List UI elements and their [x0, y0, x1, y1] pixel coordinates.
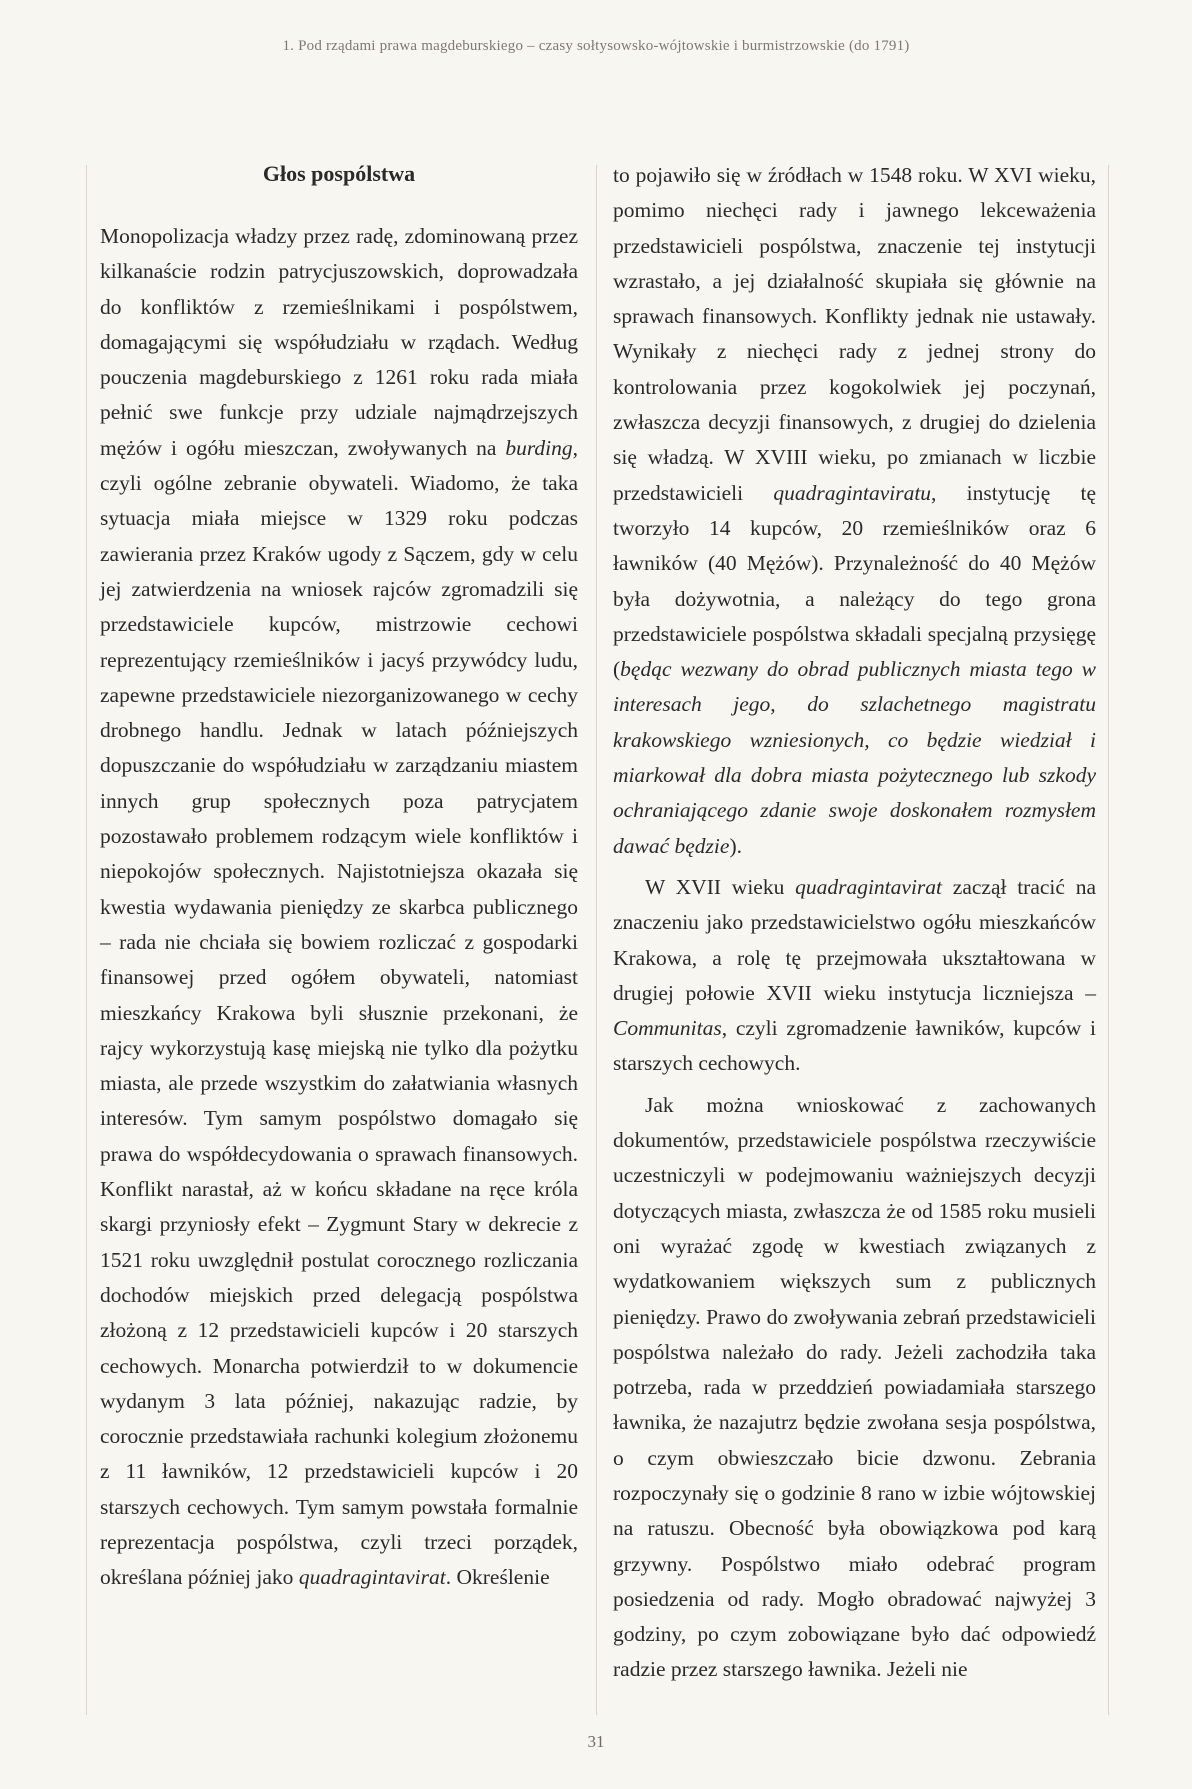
- text-run: . Określenie: [445, 1565, 550, 1590]
- text-run: , czyli ogólne zebranie obywateli. Wiadomo, że taka sytuacja miała miejsce w 1329 roku podczas zawierania przez Kraków ugody z Sączem, gdy w celu jej zatwierdzenia na wniosek rajców zgromadzili się przedstawiciele kupców, mistrzowie cechowi reprezentujący rzemieślników i jacyś przywódcy ludu, zapewne przedstawiciele niezorganizowanego w cechy drobnego handlu. Jednak w latach późniejszych dopuszczanie do współudziału w zarządzaniu miastem innych grup społecznych poza patrycjatem pozostawało problemem rodzącym wiele konfliktów i niepokojów społecznych. Najistotniejsza okazała się kwestia wydawania pieniędzy ze skarbca publicznego – rada nie chciała się bowiem rozliczać z gospodarki finansowej przed ogółem obywateli, natomiast mieszkańcy Krakowa byli słusznie przekonani, że rajcy wykorzystują kasę miejską nie tylko dla pożytku miasta, ale przede wszystkim do załatwiania własnych interesów. Tym samym pospólstwo domagało się prawa do współdecydowania o sprawach finansowych. Konflikt narastał, aż w końcu składane na ręce króla skargi przyniosły efekt – Zygmunt Stary w dekrecie z 1521 roku uwzględnił postulat corocznego rozliczania dochodów miejskich przed delegacją pospólstwa złożoną z 12 przedstawicieli kupców i 20 starszych cechowych. Monarcha potwierdził to w dokumencie wydanym 3 lata później, nakazując radzie, by corocznie przedstawiała rachunki kolegium złożonemu z 11 ławników, 12 przedstawicieli kupców i 20 starszych cechowych. Tym samym powstała formalnie reprezentacja pospólstwa, czyli trzeci porządek, określana później jako: [100, 435, 578, 1590]
- italic-term: burding: [505, 435, 573, 460]
- italic-term: quadragintavirat: [795, 874, 943, 899]
- margin-rule-left: [86, 165, 87, 1715]
- left-column: [100, 155, 578, 1596]
- italic-term: quadragintaviratu: [773, 480, 932, 505]
- text-run: ).: [729, 833, 742, 858]
- right-column: [613, 158, 1096, 1688]
- margin-rule-right: [1108, 165, 1109, 1715]
- section-heading: Głos pospólstwa: [262, 161, 416, 186]
- paragraph: [613, 158, 1096, 864]
- text-run: Monopolizacja władzy przez radę, zdominowaną przez kilkanaście rodzin patrycjuszowskich, doprowadzała do konfliktów z rzemieślnikami i pospólstwem, domagającymi się współudziału w rządach. Według pouczenia magdeburskiego z 1261 roku rada miała pełnić swe funkcje przy udziale najmądrzejszych mężów i ogółu mieszczan, zwoływanych na: [100, 224, 578, 460]
- text-run: , instytucję tę tworzyło 14 kupców, 20 rzemieślników oraz 6 ławników (40 Mężów). Przynależność do 40 Mężów była dożywotnia, a należący do tego grona przedstawiciele pospólstwa składali specjalną przysięgę (: [613, 480, 1096, 682]
- italic-term: quadragintavirat: [298, 1565, 446, 1590]
- text-run: to pojawiło się w źródłach w 1548 roku. W XVI wieku, pomimo niechęci rady i jawnego lekceważenia przedstawicieli pospólstwa, znaczenie tej instytucji wzrastało, a jej działalność skupiała się głównie na sprawach finansowych. Konflikty jednak nie ustawały. Wynikały z niechęci rady z jednej strony do kontrolowania przez kogokolwiek jej poczynań, zwłaszcza decyzji finansowych, z drugiej do dzielenia się władzą. W XVIII wieku, po zmianach w liczbie przedstawicieli: [613, 163, 1096, 505]
- oath-quote: będąc wezwany do obrad publicznych miasta tego w interesach jego, do szlachetnego magistratu krakowskiego wzniesionych, co będzie wiedział i miarkował dla dobra miasta pożytecznego lub szkody ochraniającego zdanie swoje doskonałem rozmysłem dawać będzie: [613, 657, 1096, 858]
- text-run: zaczął tracić na znaczeniu jako przedstawicielstwo ogółu mieszkańców Krakowa, a rolę tę przejmowała ukształtowana w drugiej połowie XVII wieku instytucja liczniejsza –: [613, 874, 1096, 1005]
- paragraph: Jak można wnioskować z zachowanych dokumentów, przedstawiciele pospólstwa rzeczywiście uczestniczyli w podejmowaniu ważniejszych decyzji dotyczących miasta, zwłaszcza że od 1585 roku musieli oni wyrażać zgodę w kwestiach związanych z wydatkowaniem większych sum z publicznych pieniędzy. Prawo do zwoływania zebrań przedstawicieli pospólstwa należało do rady. Jeżeli zachodziła taka potrzeba, rada w przeddzień powiadamiała starszego ławnika, że nazajutrz będzie zwołana sesja pospólstwa, o czym obwieszczało bicie dzwonu. Zebrania rozpoczynały się o godzinie 8 rano w izbie wójtowskiej na ratuszu. Obecność była obowiązkowa pod karą grzywny. Pospólstwo miało odebrać program posiedzenia od rady. Mogło obradować najwyżej 3 godziny, po czym zobowiązane było dać odpowiedź radzie przez starszego ławnika. Jeżeli nie: [613, 1092, 1096, 1682]
- paragraph: [100, 219, 578, 1596]
- page-number: 31: [587, 1732, 605, 1751]
- text-run: , czyli zgromadzenie ławników, kupców i starszych cechowych.: [613, 1016, 1096, 1076]
- running-header: 1. Pod rządami prawa magdeburskiego – czasy sołtysowsko-wójtowskie i burmistrzowskie (do 1791): [282, 38, 910, 54]
- column-divider: [596, 165, 597, 1715]
- text-run: W XVII wieku: [645, 874, 796, 899]
- paragraph: [613, 870, 1096, 1082]
- italic-term: Communitas: [613, 1016, 722, 1041]
